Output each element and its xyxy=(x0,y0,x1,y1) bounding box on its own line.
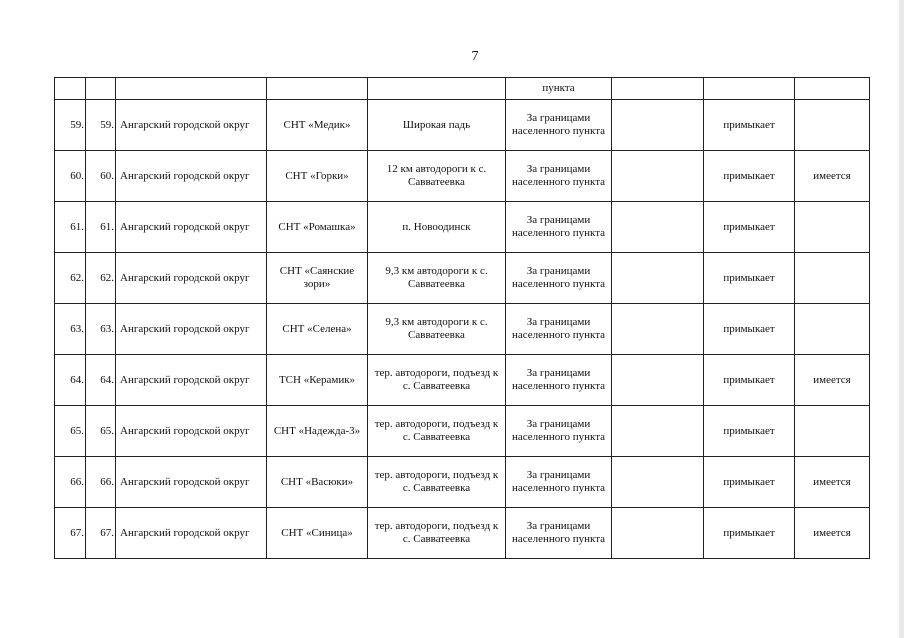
cell-adjacency: примыкает xyxy=(704,100,795,151)
cell-n1: 66. xyxy=(55,457,86,508)
cell-col7 xyxy=(612,457,704,508)
cell-district: Ангарский городской округ xyxy=(116,151,267,202)
cell-district: Ангарский городской округ xyxy=(116,508,267,559)
cell-adjacency: примыкает xyxy=(704,151,795,202)
table-row xyxy=(55,151,870,202)
cell-location-type: За границами населенного пункта xyxy=(506,202,612,253)
cell-adjacency xyxy=(704,78,795,100)
table-row xyxy=(55,355,870,406)
page-number: 7 xyxy=(471,49,479,64)
cell-address xyxy=(368,78,506,100)
cell-n1: 61. xyxy=(55,202,86,253)
cell-location-type: За границами населенного пункта xyxy=(506,355,612,406)
cell-district: Ангарский городской округ xyxy=(116,406,267,457)
cell-name: СНТ «Надежда-3» xyxy=(267,406,368,457)
cell-adjacency: примыкает xyxy=(704,202,795,253)
cell-n2 xyxy=(86,78,116,100)
cell-col7 xyxy=(612,78,704,100)
cell-n2: 60. xyxy=(86,151,116,202)
cell-n1: 65. xyxy=(55,406,86,457)
cell-n2: 62. xyxy=(86,253,116,304)
cell-name: СНТ «Медик» xyxy=(267,100,368,151)
cell-name xyxy=(267,78,368,100)
cell-col7 xyxy=(612,202,704,253)
cell-availability xyxy=(795,78,870,100)
cell-n1: 62. xyxy=(55,253,86,304)
cell-name: ТСН «Керамик» xyxy=(267,355,368,406)
cell-district: Ангарский городской округ xyxy=(116,355,267,406)
cell-n1 xyxy=(55,78,86,100)
cell-availability xyxy=(795,253,870,304)
cell-n1: 64. xyxy=(55,355,86,406)
cell-location-type: За границами населенного пункта xyxy=(506,151,612,202)
cell-address: тер. автодороги, подъезд к с. Савватеевка xyxy=(368,355,506,406)
cell-address: п. Новоодинск xyxy=(368,202,506,253)
cell-availability: имеется xyxy=(795,508,870,559)
cell-n1: 67. xyxy=(55,508,86,559)
cell-location-type: пункта xyxy=(506,78,612,100)
table-row xyxy=(55,253,870,304)
cell-n2: 64. xyxy=(86,355,116,406)
cell-name: СНТ «Синица» xyxy=(267,508,368,559)
cell-availability xyxy=(795,406,870,457)
cell-district: Ангарский городской округ xyxy=(116,100,267,151)
page-edge-shadow xyxy=(899,0,904,638)
cell-address: тер. автодороги, подъезд к с. Савватеевка xyxy=(368,406,506,457)
cell-n2: 65. xyxy=(86,406,116,457)
cell-district: Ангарский городской округ xyxy=(116,253,267,304)
table-row xyxy=(55,406,870,457)
cell-adjacency: примыкает xyxy=(704,304,795,355)
cell-address: 9,3 км автодороги к с. Савватеевка xyxy=(368,304,506,355)
cell-col7 xyxy=(612,253,704,304)
cell-availability: имеется xyxy=(795,355,870,406)
cell-n1: 60. xyxy=(55,151,86,202)
cell-adjacency: примыкает xyxy=(704,355,795,406)
cell-district: Ангарский городской округ xyxy=(116,304,267,355)
cell-availability xyxy=(795,202,870,253)
cell-name: СНТ «Селена» xyxy=(267,304,368,355)
cell-location-type: За границами населенного пункта xyxy=(506,508,612,559)
cell-name: СНТ «Горки» xyxy=(267,151,368,202)
cell-n1: 63. xyxy=(55,304,86,355)
cell-district: Ангарский городской округ xyxy=(116,457,267,508)
cell-name: СНТ «Ромашка» xyxy=(267,202,368,253)
table-row xyxy=(55,457,870,508)
cell-location-type: За границами населенного пункта xyxy=(506,253,612,304)
table-row xyxy=(55,304,870,355)
cell-n2: 67. xyxy=(86,508,116,559)
cell-address: 12 км автодороги к с. Савватеевка xyxy=(368,151,506,202)
cell-availability: имеется xyxy=(795,457,870,508)
cell-n2: 63. xyxy=(86,304,116,355)
cell-col7 xyxy=(612,304,704,355)
cell-adjacency: примыкает xyxy=(704,253,795,304)
cell-district: Ангарский городской округ xyxy=(116,202,267,253)
cell-n2: 59. xyxy=(86,100,116,151)
cell-location-type: За границами населенного пункта xyxy=(506,304,612,355)
cell-n1: 59. xyxy=(55,100,86,151)
cell-adjacency: примыкает xyxy=(704,508,795,559)
settlements-table xyxy=(54,77,870,559)
cell-availability: имеется xyxy=(795,151,870,202)
cell-availability xyxy=(795,304,870,355)
cell-col7 xyxy=(612,355,704,406)
cell-col7 xyxy=(612,100,704,151)
cell-adjacency: примыкает xyxy=(704,406,795,457)
cell-address: 9,3 км автодороги к с. Савватеевка xyxy=(368,253,506,304)
cell-address: тер. автодороги, подъезд к с. Савватеевка xyxy=(368,457,506,508)
cell-location-type: За границами населенного пункта xyxy=(506,100,612,151)
table-row xyxy=(55,100,870,151)
table-row xyxy=(55,202,870,253)
cell-n2: 66. xyxy=(86,457,116,508)
table-row xyxy=(55,508,870,559)
cell-col7 xyxy=(612,406,704,457)
cell-col7 xyxy=(612,508,704,559)
cell-district xyxy=(116,78,267,100)
cell-address: тер. автодороги, подъезд к с. Савватеевка xyxy=(368,508,506,559)
cell-adjacency: примыкает xyxy=(704,457,795,508)
cell-name: СНТ «Саянские зори» xyxy=(267,253,368,304)
table-continuation-row xyxy=(55,78,870,100)
cell-availability xyxy=(795,100,870,151)
cell-address: Широкая падь xyxy=(368,100,506,151)
cell-n2: 61. xyxy=(86,202,116,253)
cell-location-type: За границами населенного пункта xyxy=(506,406,612,457)
cell-location-type: За границами населенного пункта xyxy=(506,457,612,508)
cell-col7 xyxy=(612,151,704,202)
cell-name: СНТ «Васюки» xyxy=(267,457,368,508)
